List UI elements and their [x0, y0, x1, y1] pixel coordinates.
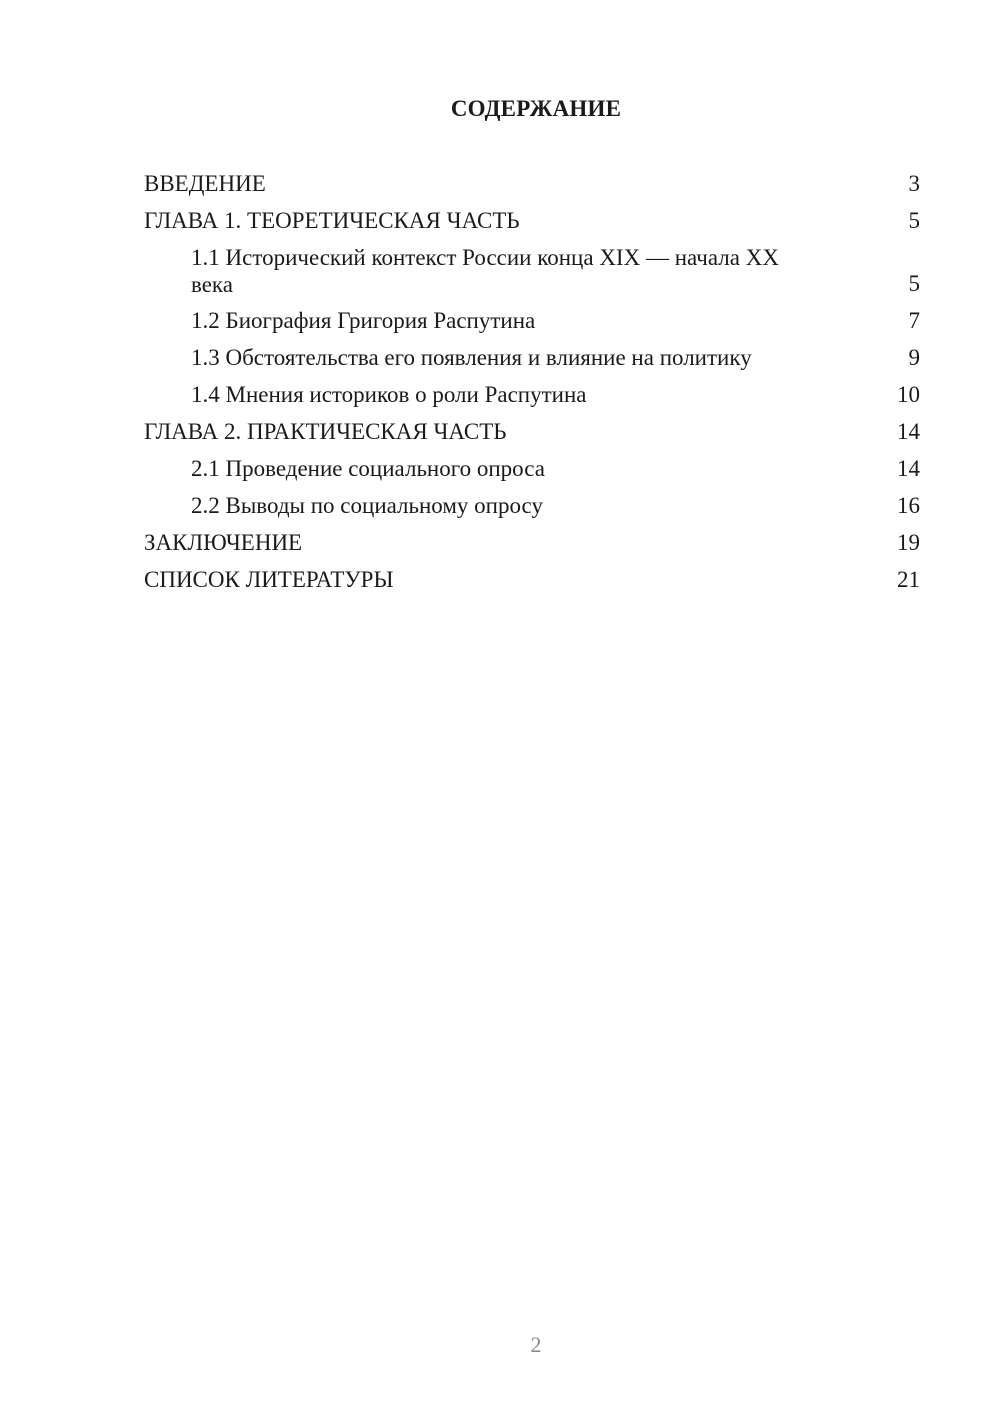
- toc-entry-section-2-1: [144, 450, 920, 487]
- toc-entry-label: 1.1 Исторический контекст России конца XIX — начала XX века: [191, 245, 779, 297]
- toc-entry-page: 3: [908, 171, 920, 196]
- page-title: СОДЕРЖАНИЕ: [450, 96, 622, 121]
- toc-entry-page: 10: [897, 382, 920, 407]
- toc-entry-page: 7: [908, 308, 920, 333]
- toc-entry-label: ЗАКЛЮЧЕНИЕ: [144, 530, 303, 555]
- toc-entry-label: СПИСОК ЛИТЕРАТУРЫ: [144, 567, 394, 592]
- toc-entry-page: 5: [908, 271, 920, 296]
- toc-entry-page: 5: [908, 208, 920, 233]
- toc-entry-conclusion: [144, 524, 920, 561]
- toc-entry-label: 2.2 Выводы по социальному опросу: [191, 493, 543, 518]
- toc-entry-label: ГЛАВА 2. ПРАКТИЧЕСКАЯ ЧАСТЬ: [144, 419, 507, 444]
- toc-entry-label: 1.3 Обстоятельства его появления и влияние на политику: [191, 345, 752, 370]
- toc-entry-page: 14: [897, 456, 920, 481]
- toc-entry-chapter-1: [144, 202, 920, 239]
- toc-entry-page: 19: [897, 530, 920, 555]
- page-number: 2: [530, 1332, 542, 1357]
- toc-entry-label: 1.4 Мнения историков о роли Распутина: [191, 382, 587, 407]
- toc-entry-section-1-4: [144, 376, 920, 413]
- toc-entry-label: 1.2 Биография Григория Распутина: [191, 308, 536, 333]
- toc-entry-label: ВВЕДЕНИЕ: [144, 171, 266, 196]
- toc-entry-section-2-2: [144, 487, 920, 524]
- toc-entry-page: 9: [908, 345, 920, 370]
- toc-entry-introduction: [144, 165, 920, 202]
- toc-entry-section-1-2: [144, 302, 920, 339]
- toc-entry-chapter-2: [144, 413, 920, 450]
- toc-entry-page: 21: [897, 567, 920, 592]
- toc-entry-page: 16: [897, 493, 920, 518]
- toc-entry-section-1-3: [144, 339, 920, 376]
- toc-entry-section-1-1: [144, 239, 920, 302]
- toc-entry-page: 14: [897, 419, 920, 444]
- toc-entry-bibliography: [144, 561, 920, 598]
- toc-entry-label: 2.1 Проведение социального опроса: [191, 456, 545, 481]
- toc-entry-label: ГЛАВА 1. ТЕОРЕТИЧЕСКАЯ ЧАСТЬ: [144, 208, 520, 233]
- table-of-contents: [144, 165, 920, 598]
